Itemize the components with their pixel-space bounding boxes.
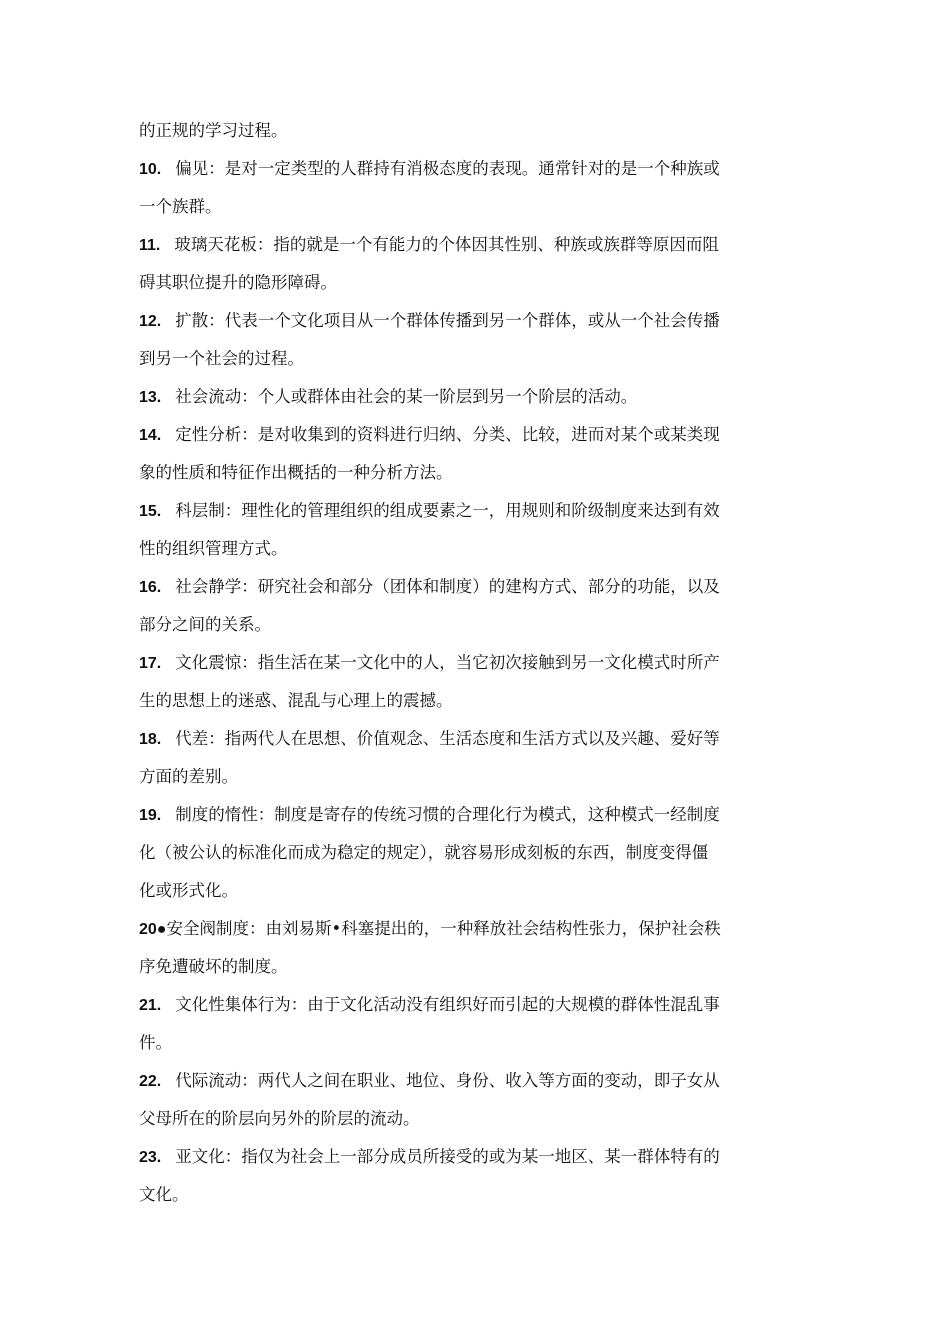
entry-11 bbox=[139, 226, 819, 302]
entry-text: 社会静学：研究社会和部分（团体和制度）的建构方式、部分的功能，以及 bbox=[175, 577, 720, 596]
entry-line bbox=[139, 416, 819, 454]
entry-line: 化（被公认的标准化而成为稳定的规定），就容易形成刻板的东西，制度变得僵 bbox=[139, 843, 709, 862]
entry-23 bbox=[139, 1138, 819, 1214]
entry-15 bbox=[139, 492, 819, 568]
entry-text: 定性分析：是对收集到的资料进行归纳、分类、比较，进而对某个或某类现 bbox=[175, 425, 720, 444]
entry-text: 代差：指两代人在思想、价值观念、生活态度和生活方式以及兴趣、爱好等 bbox=[175, 729, 720, 748]
entry-line bbox=[139, 1062, 819, 1100]
entry-line bbox=[139, 568, 819, 606]
entry-text: 玻璃天花板：指的就是一个有能力的个体因其性别、种族或族群等原因而阻 bbox=[174, 235, 719, 254]
entry-line bbox=[139, 150, 819, 188]
entry-10 bbox=[139, 150, 819, 226]
entry-line bbox=[139, 492, 819, 530]
entry-19 bbox=[139, 796, 819, 910]
entry-line bbox=[139, 910, 819, 948]
entry-18 bbox=[139, 720, 819, 796]
entry-line: 方面的差别。 bbox=[139, 767, 238, 786]
entry-number: 12. bbox=[139, 313, 162, 330]
entry-22 bbox=[139, 1062, 819, 1138]
entry-number: 17. bbox=[139, 655, 162, 672]
entry-21 bbox=[139, 986, 819, 1062]
entry-text: 代际流动：两代人之间在职业、地位、身份、收入等方面的变动，即子女从 bbox=[175, 1071, 720, 1090]
entry-line bbox=[139, 720, 819, 758]
entry-line: 部分之间的关系。 bbox=[139, 615, 271, 634]
entry-text: 文化性集体行为：由于文化活动没有组织好而引起的大规模的群体性混乱事 bbox=[175, 995, 720, 1014]
entry-text: 制度的惰性：制度是寄存的传统习惯的合理化行为模式，这种模式一经制度 bbox=[175, 805, 720, 824]
entry-12 bbox=[139, 302, 819, 378]
entry-number: 15. bbox=[139, 503, 162, 520]
entry-14 bbox=[139, 416, 819, 492]
entry-text: 扩散：代表一个文化项目从一个群体传播到另一个群体，或从一个社会传播 bbox=[175, 311, 720, 330]
entry-line bbox=[139, 378, 819, 416]
entry-line bbox=[139, 644, 819, 682]
entry-line: 到另一个社会的过程。 bbox=[139, 349, 304, 368]
entry-number: 18. bbox=[139, 731, 162, 748]
entry-line: 件。 bbox=[139, 1033, 172, 1052]
entry-line bbox=[139, 796, 819, 834]
entry-line bbox=[139, 226, 819, 264]
entry-text: 亚文化：指仅为社会上一部分成员所接受的或为某一地区、某一群体特有的 bbox=[175, 1147, 720, 1166]
entry-text: 偏见：是对一定类型的人群持有消极态度的表现。通常针对的是一个种族或 bbox=[175, 159, 720, 178]
entry-line: 序免遭破坏的制度。 bbox=[139, 957, 288, 976]
entry-number: 23. bbox=[139, 1149, 162, 1166]
entry-text: 科层制：理性化的管理组织的组成要素之一，用规则和阶级制度来达到有效 bbox=[175, 501, 720, 520]
entry-number: 16. bbox=[139, 579, 162, 596]
entry-line: 象的性质和特征作出概括的一种分析方法。 bbox=[139, 463, 453, 482]
entry-line bbox=[139, 1138, 819, 1176]
entry-13 bbox=[139, 378, 819, 416]
entry-line: 化或形式化。 bbox=[139, 881, 238, 900]
entry-20 bbox=[139, 910, 819, 986]
entry-16 bbox=[139, 568, 819, 644]
entry-number: 14. bbox=[139, 427, 162, 444]
entry-text: 社会流动：个人或群体由社会的某一阶层到另一个阶层的活动。 bbox=[175, 387, 638, 406]
entry-number: 11. bbox=[139, 237, 161, 254]
entry-line: 文化。 bbox=[139, 1185, 189, 1204]
entry-line: 性的组织管理方式。 bbox=[139, 539, 288, 558]
entry-number: 19. bbox=[139, 807, 162, 824]
continuation-line: 的正规的学习过程。 bbox=[139, 121, 288, 140]
entry-line: 生的思想上的迷惑、混乱与心理上的震撼。 bbox=[139, 691, 453, 710]
document-body bbox=[139, 112, 819, 1214]
entry-line: 父母所在的阶层向另外的阶层的流动。 bbox=[139, 1109, 420, 1128]
entry-number: 20● bbox=[139, 921, 167, 938]
entry-line bbox=[139, 302, 819, 340]
entry-text: 文化震惊：指生活在某一文化中的人，当它初次接触到另一文化模式时所产 bbox=[175, 653, 720, 672]
entry-number: 21. bbox=[139, 997, 162, 1014]
entry-line bbox=[139, 986, 819, 1024]
entry-text: 安全阀制度：由刘易斯•科塞提出的，一种释放社会结构性张力，保护社会秩 bbox=[166, 919, 721, 938]
entry-17 bbox=[139, 644, 819, 720]
entry-line: 一个族群。 bbox=[139, 197, 222, 216]
entry-line: 碍其职位提升的隐形障碍。 bbox=[139, 273, 337, 292]
entry-number: 13. bbox=[139, 389, 162, 406]
entry-number: 22. bbox=[139, 1073, 162, 1090]
entry-number: 10. bbox=[139, 161, 162, 178]
